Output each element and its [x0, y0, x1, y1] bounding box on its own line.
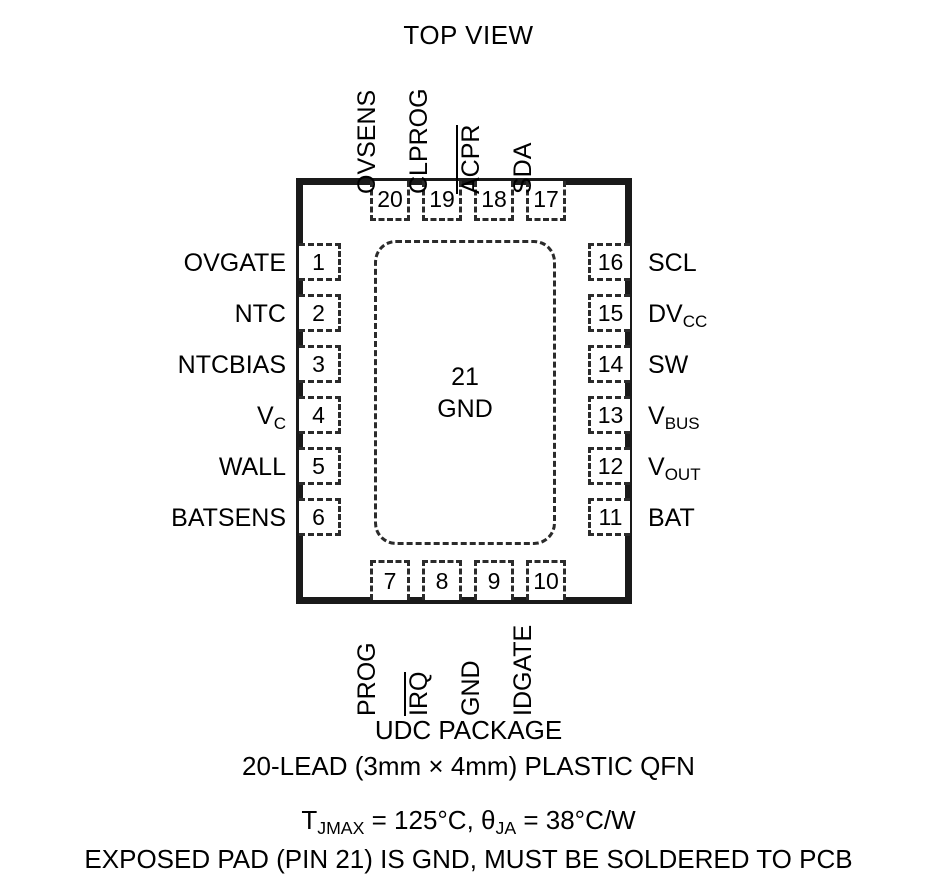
pin-number-14: 14 — [597, 350, 624, 377]
pin-number-2: 2 — [312, 299, 325, 326]
pin-label-ntc: NTC — [234, 300, 286, 328]
pin-number-11: 11 — [598, 503, 623, 530]
pin-label-idgate: IDGATE — [509, 624, 537, 716]
pin-number-9: 9 — [487, 568, 501, 594]
pin-number-13: 13 — [597, 401, 624, 428]
package-name: UDC PACKAGE — [374, 715, 563, 745]
pin-pad-16 — [588, 243, 630, 281]
pin-label-vc: $V_C$ — [257, 402, 286, 433]
pin-number-8: 8 — [435, 568, 449, 594]
pin-label-irq: IRQ — [405, 671, 433, 716]
pin-label-acpr: ACPR — [457, 124, 485, 194]
pin-number-15: 15 — [597, 299, 624, 326]
pin-label-ntcbias: NTCBIAS — [177, 351, 286, 379]
pin-number-20: 20 — [377, 186, 403, 212]
pin-label-scl: SCL — [648, 249, 697, 277]
pin-number-5: 5 — [312, 452, 325, 479]
pin-number-1: 1 — [312, 248, 325, 275]
pin-pad-6 — [299, 498, 341, 536]
pin-pad-15 — [588, 294, 630, 332]
pin-label-bat: BAT — [648, 504, 695, 532]
pin-number-7: 7 — [383, 568, 397, 594]
pin-label-sw: SW — [648, 351, 689, 379]
pin-label-clprog: CLPROG — [405, 88, 433, 194]
package-caption — [0, 712, 937, 877]
pin-number-12: 12 — [597, 452, 624, 479]
pin-pad-14 — [588, 345, 630, 383]
top-view-title: TOP VIEW — [403, 20, 534, 50]
pin-label-dvcc: $DV_{CC}$ — [648, 300, 708, 331]
pin-label-ovsens: OVSENS — [353, 89, 381, 194]
pin-label-gnd: GND — [457, 660, 485, 716]
exposed-pad-label: GND — [437, 394, 493, 423]
pin-label-vout: $V_{OUT}$ — [648, 453, 701, 484]
pin-pad-12 — [588, 447, 630, 485]
thermal-data: $T_{JMAX} = 125^\circ C$, $\theta_{JA} = 38^\circ C/W$ — [301, 805, 636, 838]
exposed-pad-note: EXPOSED PAD (PIN 21) IS GND, MUST BE SOLDERED TO PCB — [84, 844, 853, 874]
exposed-pad-number: 21 — [451, 362, 479, 391]
pin-label-ovgate: OVGATE — [183, 249, 286, 277]
pin-pad-9 — [474, 560, 514, 600]
pin-number-10: 10 — [533, 568, 559, 594]
pin-number-16: 16 — [597, 248, 624, 275]
pin-pad-13 — [588, 396, 630, 434]
exposed-pad — [374, 240, 556, 545]
pin-pad-1 — [299, 243, 341, 281]
pin-number-6: 6 — [312, 503, 325, 530]
pin-pad-7 — [370, 560, 410, 600]
pin-pad-4 — [299, 396, 341, 434]
pin-label-vbus: $V_{BUS}$ — [648, 402, 700, 433]
package-description: 20-LEAD (3mm × 4mm) PLASTIC QFN — [242, 751, 695, 781]
pin-number-17: 17 — [533, 186, 559, 212]
pin-number-4: 4 — [312, 401, 325, 428]
pin-label-prog: PROG — [353, 642, 381, 716]
pin-label-sda: SDA — [509, 142, 537, 194]
pin-number-3: 3 — [312, 350, 325, 377]
pin-pad-5 — [299, 447, 341, 485]
pin-pad-3 — [299, 345, 341, 383]
pin-pad-8 — [422, 560, 462, 600]
pin-pad-2 — [299, 294, 341, 332]
pin-number-18: 18 — [481, 186, 507, 212]
pin-label-wall: WALL — [218, 453, 286, 481]
pin-pad-10 — [526, 560, 566, 600]
pin-label-batsens: BATSENS — [171, 504, 286, 532]
pin-pad-11 — [588, 498, 630, 536]
pin-number-19: 19 — [429, 186, 455, 212]
